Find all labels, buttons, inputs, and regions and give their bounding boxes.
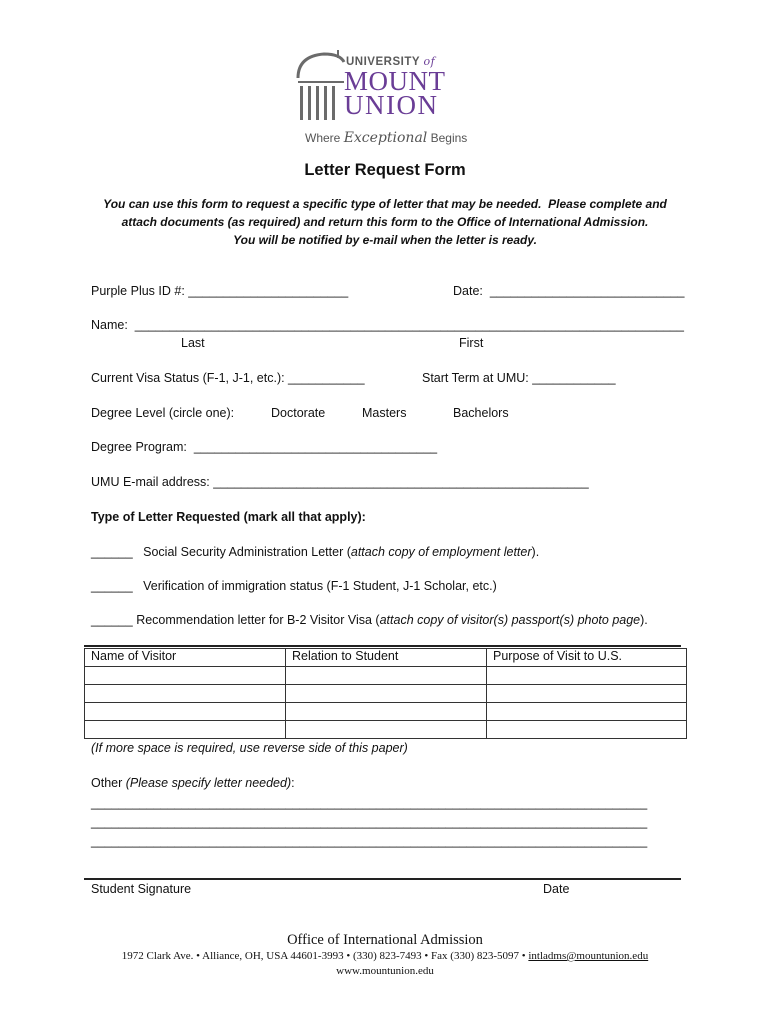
table-header-purpose: Purpose of Visit to U.S. bbox=[487, 649, 687, 667]
university-logo bbox=[294, 48, 476, 152]
footer-address: 1972 Clark Ave. • Alliance, OH, USA 44601-3993 • (330) 823-7493 • Fax (330) 823-5097 • intladms@mountunion.edu bbox=[121, 950, 649, 962]
name-last-label: Last bbox=[181, 336, 205, 350]
ssa-letter-option[interactable]: ______ Social Security Administration Letter (attach copy of employment letter). bbox=[91, 545, 540, 559]
table-cell[interactable] bbox=[487, 667, 687, 685]
name-field[interactable]: Name: _______________________________________________________________________________ bbox=[91, 318, 684, 332]
visitor-table bbox=[84, 648, 687, 739]
table-cell[interactable] bbox=[286, 721, 487, 739]
table-note: (If more space is required, use reverse side of this paper) bbox=[91, 741, 408, 755]
logo-university: UNIVERSITY of bbox=[346, 55, 436, 68]
signature-date-label: Date bbox=[543, 882, 570, 896]
umu-email-field[interactable]: UMU E-mail address: ______________________________________________________ bbox=[91, 475, 589, 489]
table-cell[interactable] bbox=[85, 667, 286, 685]
logo-mount: MOUNT bbox=[344, 66, 446, 96]
other-line-3[interactable]: ________________________________________________________________________________ bbox=[91, 834, 648, 848]
footer-website[interactable]: www.mountunion.edu bbox=[336, 965, 434, 977]
signature-line[interactable] bbox=[84, 878, 681, 880]
intro-line-2: attach documents (as required) and return this form to the Office of International Admission. bbox=[121, 215, 649, 229]
table-cell[interactable] bbox=[286, 685, 487, 703]
purple-plus-id-field[interactable]: Purple Plus ID #: _______________________ bbox=[91, 284, 349, 298]
logo-tagline: Where Exceptional Begins bbox=[305, 130, 468, 146]
table-cell[interactable] bbox=[286, 703, 487, 721]
table-row bbox=[85, 703, 687, 721]
footer-email-link[interactable]: intladms@mountunion.edu bbox=[528, 950, 649, 962]
table-row bbox=[85, 721, 687, 739]
degree-option-masters[interactable]: Masters bbox=[362, 406, 407, 420]
table-cell[interactable] bbox=[286, 667, 487, 685]
table-cell[interactable] bbox=[85, 685, 286, 703]
table-cell[interactable] bbox=[487, 685, 687, 703]
degree-level-label: Degree Level (circle one): bbox=[91, 406, 235, 420]
other-line-1[interactable]: ________________________________________________________________________________ bbox=[91, 796, 648, 810]
degree-option-doctorate[interactable]: Doctorate bbox=[271, 406, 326, 420]
logo-of: of bbox=[423, 55, 436, 68]
date-field[interactable]: Date: ____________________________ bbox=[453, 284, 685, 298]
intro-line-3: You will be notified by e-mail when the letter is ready. bbox=[233, 233, 537, 247]
table-row bbox=[85, 667, 687, 685]
degree-program-field[interactable]: Degree Program: ___________________________________ bbox=[91, 440, 438, 454]
start-term-field[interactable]: Start Term at UMU: ____________ bbox=[422, 371, 616, 385]
degree-option-bachelors[interactable]: Bachelors bbox=[453, 406, 509, 420]
form-title: Letter Request Form bbox=[304, 161, 466, 179]
letter-type-heading: Type of Letter Requested (mark all that apply): bbox=[91, 510, 366, 524]
intro-line-1: You can use this form to request a specific type of letter that may be needed. Please complete and bbox=[103, 197, 667, 211]
visa-status-field[interactable]: Current Visa Status (F-1, J-1, etc.): ___________ bbox=[91, 371, 365, 385]
table-cell[interactable] bbox=[85, 703, 286, 721]
verification-letter-option[interactable]: ______ Verification of immigration status (F-1 Student, J-1 Scholar, etc.) bbox=[91, 579, 497, 593]
table-cell[interactable] bbox=[85, 721, 286, 739]
table-header-name: Name of Visitor bbox=[85, 649, 286, 667]
logo-union: UNION bbox=[344, 90, 439, 120]
other-line-2[interactable]: ________________________________________________________________________________ bbox=[91, 815, 648, 829]
student-signature-label: Student Signature bbox=[91, 882, 192, 896]
footer-office: Office of International Admission bbox=[287, 932, 483, 948]
table-cell[interactable] bbox=[487, 703, 687, 721]
table-header-row bbox=[85, 649, 687, 667]
table-cell[interactable] bbox=[487, 721, 687, 739]
table-row bbox=[85, 685, 687, 703]
table-header-relation: Relation to Student bbox=[286, 649, 487, 667]
building-icon bbox=[294, 48, 346, 126]
name-first-label: First bbox=[459, 336, 484, 350]
other-label: Other (Please specify letter needed): bbox=[91, 776, 295, 790]
recommendation-letter-option[interactable]: ______ Recommendation letter for B-2 Visitor Visa (attach copy of visitor(s) passport(s) photo page). bbox=[91, 613, 648, 627]
section-divider bbox=[84, 645, 681, 647]
